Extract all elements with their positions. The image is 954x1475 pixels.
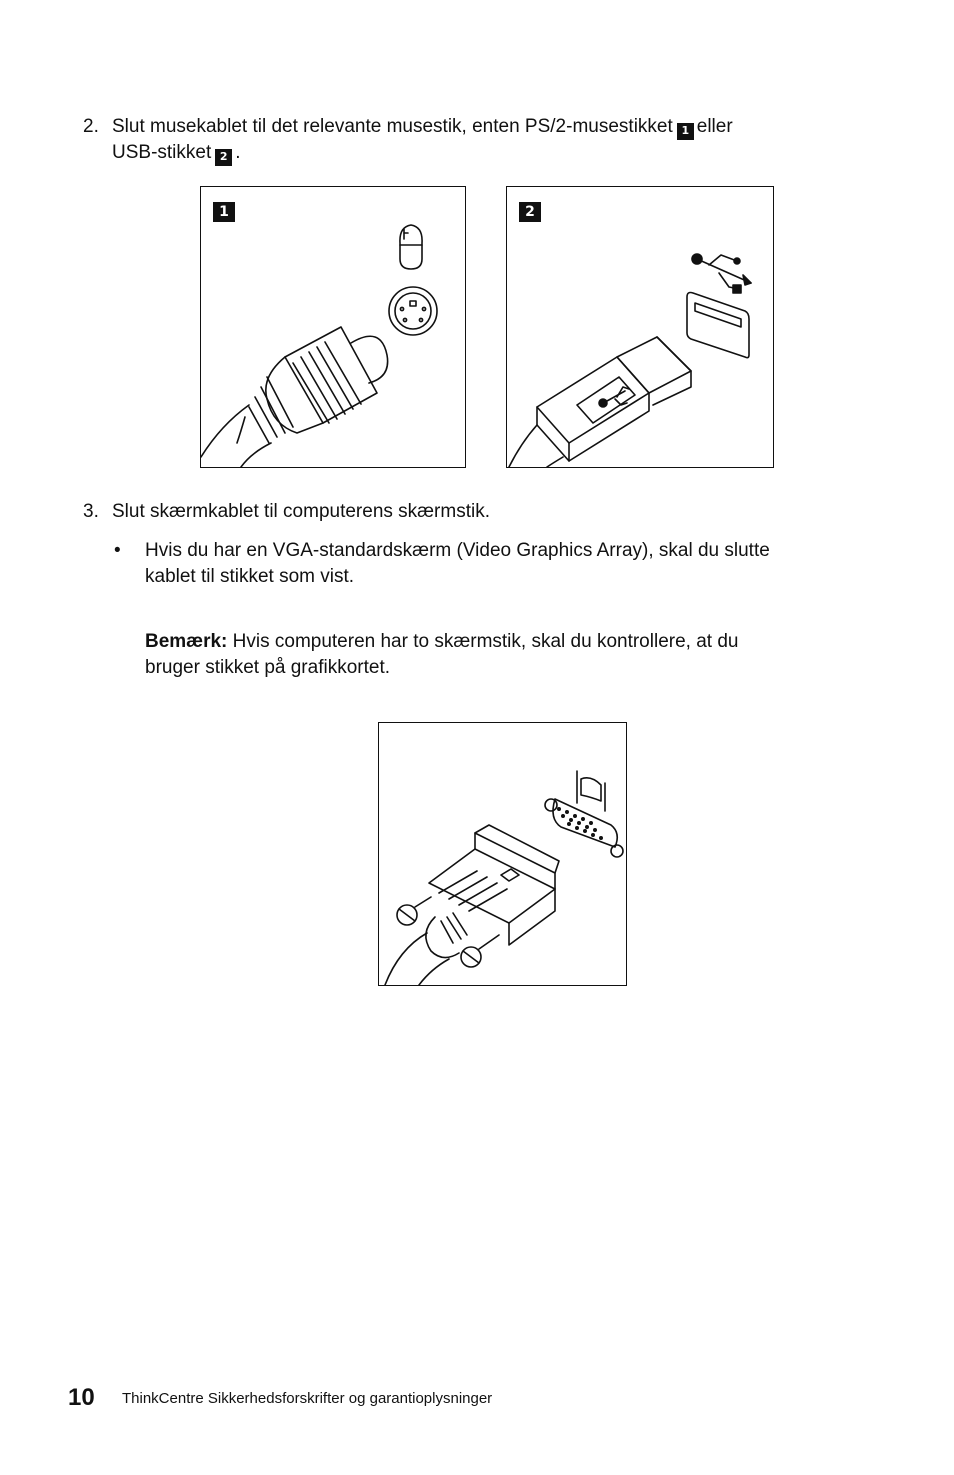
note <box>145 629 885 681</box>
figure-label-1: 1 <box>213 202 235 222</box>
vga-port <box>545 799 623 857</box>
mouse-icon <box>400 225 422 269</box>
callout-1: 1 <box>677 123 694 140</box>
note-line-1: Hvis computeren har to skærmstik, skal du kontrollere, at du <box>232 631 739 652</box>
running-footer-title: ThinkCentre Sikkerhedsforskrifter og garantioplysninger <box>122 1390 493 1407</box>
ps2-plug <box>201 327 388 467</box>
usb-port <box>687 293 749 358</box>
bullet-marker: • <box>114 540 121 561</box>
note-line-2: bruger stikket på grafikkortet. <box>145 657 390 678</box>
page-number: 10 <box>68 1384 95 1411</box>
vga-plug-illustration <box>379 723 626 985</box>
figure-ps2-mouse-connector <box>200 186 466 468</box>
step-2-period: . <box>235 142 241 163</box>
figure-vga-connector <box>378 722 627 986</box>
figure-label-2: 2 <box>519 202 541 222</box>
note-label: Bemærk: <box>145 631 228 652</box>
step-3-text: Slut skærmkablet til computerens skærmstik. <box>112 501 490 522</box>
bullet-vga <box>114 538 884 587</box>
step-2 <box>83 114 873 163</box>
step-2-text-usb: USB-stikket <box>112 142 212 163</box>
figure-usb-connector <box>506 186 774 468</box>
monitor-icon <box>577 771 605 811</box>
usb-plug <box>509 337 691 467</box>
bullet-line-2: kablet til stikket som vist. <box>145 566 355 587</box>
usb-icon <box>692 254 751 293</box>
step-2-text-eller: eller <box>696 116 733 137</box>
ps2-plug-illustration <box>201 187 465 467</box>
step-2-text: Slut musekablet til det relevante musestik, enten PS/2-musestikket <box>112 116 673 137</box>
bullet-line-1: Hvis du har en VGA-standardskærm (Video Graphics Array), skal du slutte <box>145 540 770 561</box>
step-2-number: 2. <box>83 116 99 137</box>
callout-2: 2 <box>215 149 232 166</box>
usb-plug-illustration <box>507 187 773 467</box>
ps2-port <box>389 287 437 335</box>
vga-plug <box>385 825 559 985</box>
step-3-number: 3. <box>83 501 99 522</box>
step-3 <box>83 499 873 525</box>
